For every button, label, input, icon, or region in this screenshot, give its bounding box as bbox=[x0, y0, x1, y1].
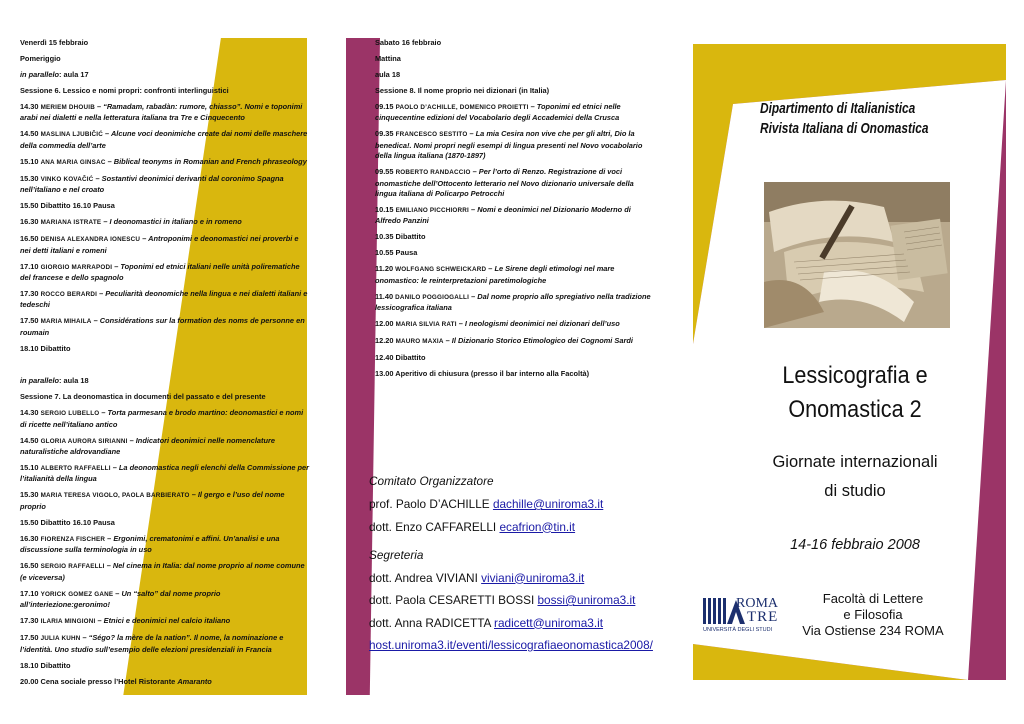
manuscripts-image bbox=[764, 182, 950, 328]
entry-text: 14.50 bbox=[20, 435, 41, 445]
event-url-link[interactable]: host.uniroma3.it/eventi/lessicografiaeonomastica2008/ bbox=[369, 638, 653, 652]
entry-text: 17.50 bbox=[20, 316, 41, 326]
manuscripts-photo bbox=[764, 182, 950, 328]
logo-roma: ROMA bbox=[736, 596, 779, 611]
entry-text: 15.10 bbox=[20, 463, 41, 473]
entry-text: in parallelo bbox=[20, 70, 60, 79]
contacts-block bbox=[369, 474, 669, 661]
contact-email-link[interactable]: ecafrion@tin.it bbox=[499, 519, 576, 534]
program-entry bbox=[20, 392, 310, 402]
program-entry bbox=[375, 70, 655, 80]
dept-italianistica: Dipartimento di Italianistica bbox=[760, 101, 916, 117]
contact-email-link[interactable]: bossi@uniroma3.it bbox=[537, 593, 636, 607]
speaker-name: DANILO POGGIOGALLI bbox=[395, 293, 470, 301]
entry-text: – Nomi e deonimici nel Dizionario Moderno di Alfredo Panzini bbox=[375, 205, 631, 226]
speaker-name: WOLFGANG SCHWEICKARD bbox=[395, 266, 487, 274]
speaker-name: FIORENZA FISCHER bbox=[40, 535, 106, 543]
entry-text: 12.20 bbox=[375, 336, 396, 346]
logo-tre: TRE bbox=[747, 609, 779, 625]
program-entry bbox=[20, 616, 310, 627]
program-entry bbox=[20, 633, 310, 655]
program-entry bbox=[20, 54, 310, 64]
program-entry bbox=[20, 262, 310, 284]
entry-text: – Considérations sur la formation des noms de personne en roumain bbox=[20, 316, 305, 337]
entry-text: – Torta parmesana e brodo martino: deonomastici e nomi di ricette nell’italiano antico bbox=[20, 408, 304, 429]
entry-text: Sessione 6. Lessico e nomi propri: confronti interlinguistici bbox=[20, 86, 229, 95]
program-entry bbox=[20, 589, 310, 611]
entry-text: 17.50 bbox=[20, 633, 41, 643]
contact-name: dott. Anna RADICETTA bbox=[369, 615, 495, 630]
entry-text: 10.55 Pausa bbox=[375, 248, 418, 258]
subtitle-line1: Giornate internazionali bbox=[772, 453, 938, 471]
entry-text: 14.30 bbox=[20, 408, 41, 418]
entry-text: – Etnici e deonimici nel calcio italiano bbox=[95, 616, 231, 626]
entry-text: Sessione 8. Il nome proprio nei dizionari (in Italia) bbox=[375, 86, 550, 95]
entry-text: : aula 17 bbox=[59, 70, 89, 79]
entry-text: 09.35 bbox=[375, 129, 396, 139]
speaker-name: MERIEM DHOUIB bbox=[40, 104, 95, 111]
entry-text: 17.30 bbox=[20, 616, 41, 626]
contact-name: prof. Paolo D’ACHILLE bbox=[369, 497, 493, 511]
program-entry bbox=[375, 102, 655, 124]
program-entry bbox=[20, 463, 310, 485]
entry-text: Mattina bbox=[375, 54, 401, 63]
entry-text: – Per l’orto di Renzo. Registrazione di voci onomastiche dell’Ottocento letterario nel Novo dizionario universale della lingua italiana di Policarpo Petrocchi bbox=[375, 167, 634, 199]
entry-text: 16.50 bbox=[20, 234, 41, 244]
entry-text: – La mia Cesira non vive che per gli altri, Dio la benedica!. Nomi propri negli esempi di lingua presenti nel Novo vocabolario della lingua italiana (1870-1897) bbox=[375, 129, 643, 161]
program-entry bbox=[20, 408, 310, 430]
entry-text: – Il gergo e l’uso del nome proprio bbox=[20, 490, 285, 511]
entry-text: 11.40 bbox=[375, 291, 396, 301]
speaker-name: FRANCESCO SESTITO bbox=[395, 131, 468, 139]
program-entry bbox=[20, 661, 310, 671]
program-entry bbox=[20, 289, 310, 311]
program-entry bbox=[20, 234, 310, 256]
entry-text: – Le Sirene degli etimologi nel mare onomastico: le reinterpretazioni paretimologiche bbox=[375, 264, 615, 285]
entry-text: – I neologismi deonimici nei dizionari dell’uso bbox=[456, 319, 620, 329]
speaker-name: SERGIO RAFFAELLI bbox=[40, 563, 105, 571]
program-entry bbox=[20, 201, 310, 211]
entry-text: 10.15 bbox=[375, 205, 396, 215]
program-entry bbox=[20, 86, 310, 96]
entry-text: 13.00 Aperitivo di chiusura (presso il bar interno alla Facoltà) bbox=[375, 369, 590, 379]
logo-universita: UNIVERSITÀ DEGLI STUDI bbox=[703, 627, 773, 633]
speaker-name: ILARIA MINGIONI bbox=[40, 618, 96, 626]
speaker-name: SERGIO LUBELLO bbox=[40, 410, 100, 418]
program-entry bbox=[375, 232, 655, 242]
contact-row bbox=[369, 571, 669, 585]
program-entry bbox=[375, 54, 655, 64]
entry-text: – Ergonimi, crematonimi e affini. Un’analisi e una discussione sulla terminologia in uso bbox=[20, 533, 280, 555]
entry-text: 17.10 bbox=[20, 261, 41, 271]
entry-text: aula 18 bbox=[375, 70, 401, 79]
entry-text: Amaranto bbox=[177, 676, 212, 686]
program-entry bbox=[20, 376, 310, 386]
entry-text: 18.10 Dibattito bbox=[20, 660, 71, 670]
entry-text: – “Ramadam, rabadàn: rumore, chiasso”. Nomi e toponimi arabi nei dialetti e nella letteratura italiana tra Tre e Cinquecento bbox=[20, 102, 303, 123]
speaker-name: VINKO KOVAČIĆ bbox=[40, 175, 94, 183]
entry-text: 12.00 bbox=[375, 319, 396, 329]
panel1-program bbox=[20, 38, 310, 693]
entry-text: – Nel cinema in Italia: dal nome proprio al nome comune (e viceversa) bbox=[20, 561, 305, 582]
panel2-program bbox=[375, 38, 655, 385]
facolta-line1: Facoltà di Lettere bbox=[822, 591, 924, 606]
entry-text: 14.30 bbox=[20, 102, 41, 111]
entry-text: 15.50 Dibattito 16.10 Pausa bbox=[20, 517, 115, 527]
program-entry bbox=[20, 174, 310, 196]
program-entry bbox=[375, 129, 655, 161]
program-entry bbox=[20, 316, 310, 338]
entry-text: 17.30 bbox=[20, 289, 41, 299]
entry-text: – Sostantivi deonimici derivanti dal coronimo Spagna nell’italiano e nel croato bbox=[20, 173, 284, 195]
facolta-address: Via Ostiense 234 ROMA bbox=[802, 623, 944, 638]
roma-tre-logo bbox=[703, 596, 783, 636]
entry-text: 16.50 bbox=[20, 561, 41, 571]
program-entry bbox=[20, 129, 310, 151]
facolta-line2: e Filosofia bbox=[843, 607, 903, 622]
event-dates: 14-16 febbraio 2008 bbox=[790, 537, 920, 553]
program-entry bbox=[375, 38, 655, 48]
entry-text: 15.30 bbox=[20, 173, 41, 183]
program-entry bbox=[375, 205, 655, 227]
entry-text: – Toponimi ed etnici italiani nelle unità polirematiche del francese e dello spagnolo bbox=[20, 261, 300, 283]
speaker-name: ROBERTO RANDACCIO bbox=[395, 169, 471, 177]
entry-text: 11.20 bbox=[375, 264, 396, 274]
speaker-name: EMILIANO PICCHIORRI bbox=[395, 207, 469, 215]
program-entry bbox=[375, 86, 655, 96]
entry-text: 15.50 Dibattito 16.10 Pausa bbox=[20, 201, 115, 211]
speaker-name: MARIANA ISTRATE bbox=[40, 219, 102, 227]
speaker-name: MAURO MAXIA bbox=[395, 338, 444, 346]
program-entry bbox=[20, 217, 310, 228]
speaker-name: ROCCO BERARDI bbox=[40, 291, 98, 299]
program-entry bbox=[20, 38, 310, 48]
program-entry bbox=[20, 677, 310, 687]
program-entry bbox=[375, 292, 655, 314]
speaker-name: MARIA TERESA VIGOLO, PAOLA BARBIERATO bbox=[40, 492, 190, 500]
entry-text: Venerdì 15 febbraio bbox=[20, 38, 89, 47]
contact-row bbox=[369, 520, 669, 534]
entry-text: – Alcune voci deonimiche create dai nomi delle maschere della commedia dell’arte bbox=[20, 129, 308, 150]
entry-text: – Antroponimi e deonomastici nei proverbi e nei detti italiani e romeni bbox=[20, 234, 299, 255]
speaker-name: MASLINA LJUBIČIĆ bbox=[40, 131, 103, 139]
entry-text: 09.15 bbox=[375, 102, 396, 111]
program-entry bbox=[20, 436, 310, 458]
title-line1: Lessicografia e bbox=[782, 362, 928, 389]
program-entry bbox=[20, 344, 310, 354]
speaker-name: MARIA SILVIA RATI bbox=[395, 321, 457, 329]
dept-rivista: Rivista Italiana di Onomastica bbox=[760, 121, 929, 137]
program-entry bbox=[20, 102, 310, 124]
entry-text: 18.10 Dibattito bbox=[20, 343, 71, 353]
entry-text: – Un “salto” dal nome proprio all’interiezione:geronimo! bbox=[20, 588, 221, 610]
entry-text: – Dal nome proprio allo spregiativo nella tradizione lessicografica italiana bbox=[375, 291, 651, 313]
program-entry bbox=[375, 264, 655, 286]
program-entry bbox=[375, 319, 655, 330]
speaker-name: YORICK GOMEZ GANE bbox=[40, 590, 114, 598]
entry-text: – La deonomastica negli elenchi della Commissione per l’italianità della lingua bbox=[20, 463, 310, 484]
entry-text: – I deonomastici in italiano e in romeno bbox=[101, 217, 242, 227]
program-entry bbox=[20, 518, 310, 528]
program-entry bbox=[375, 336, 655, 347]
program-entry bbox=[20, 70, 310, 80]
program-entry bbox=[375, 248, 655, 258]
entry-text: – Il Dizionario Storico Etimologico dei Cognomi Sardi bbox=[443, 336, 633, 346]
speaker-name: MARIA MIHAILA bbox=[40, 318, 92, 326]
speaker-name: ANA MARIA GINSAC bbox=[40, 158, 106, 166]
segreteria-heading: Segreteria bbox=[369, 547, 424, 562]
contact-email-link[interactable]: viviani@uniroma3.it bbox=[481, 570, 585, 585]
subtitle-line2: di studio bbox=[824, 482, 886, 500]
speaker-name: JULIA KUHN bbox=[40, 635, 81, 643]
entry-text: – Biblical teonyms in Romanian and French phraseology bbox=[105, 156, 307, 166]
program-entry bbox=[375, 167, 655, 199]
entry-text: : aula 18 bbox=[59, 376, 89, 386]
speaker-name: GIORGIO MARRAPODI bbox=[40, 263, 113, 271]
entry-text: – Indicatori deonimici nelle nomenclature naturalistiche aldrovandiane bbox=[20, 435, 275, 457]
entry-text: Sessione 7. La deonomastica in documenti del passato e del presente bbox=[20, 392, 266, 402]
contact-email-link[interactable]: radicett@uniroma3.it bbox=[494, 615, 604, 630]
program-entry bbox=[20, 490, 310, 512]
program-entry bbox=[375, 369, 655, 379]
contact-row bbox=[369, 497, 669, 511]
entry-text: in parallelo bbox=[20, 376, 60, 386]
entry-text: Sabato 16 febbraio bbox=[375, 38, 442, 47]
speaker-name: ALBERTO RAFFAELLI bbox=[40, 465, 111, 473]
speaker-name: DENISA ALEXANDRA IONESCU bbox=[40, 236, 141, 244]
entry-text: – Toponimi ed etnici nelle cinquecentine edizioni del Vocabolario degli Accademici della Crusca bbox=[375, 102, 621, 123]
title-line2: Onomastica 2 bbox=[788, 396, 922, 423]
entry-text: 10.35 Dibattito bbox=[375, 232, 426, 242]
program-entry bbox=[20, 157, 310, 168]
entry-text: 15.30 bbox=[20, 490, 41, 500]
contact-row bbox=[369, 616, 669, 630]
program-entry bbox=[20, 534, 310, 556]
entry-text: 17.10 bbox=[20, 588, 41, 598]
entry-text: 16.30 bbox=[20, 533, 41, 543]
entry-text: 16.30 bbox=[20, 217, 41, 227]
entry-text: 14.50 bbox=[20, 129, 41, 139]
comitato-heading: Comitato Organizzatore bbox=[369, 474, 494, 488]
facolta-block bbox=[778, 591, 968, 639]
entry-text: Pomeriggio bbox=[20, 54, 61, 63]
entry-text: – Peculiarità deonomiche nella lingua e nei dialetti italiani e tedeschi bbox=[20, 289, 308, 310]
speaker-name: PAOLO D’ACHILLE, DOMENICO PROIETTI bbox=[395, 104, 529, 111]
contact-name: dott. Andrea VIVIANI bbox=[369, 570, 482, 585]
program-entry bbox=[20, 561, 310, 583]
contact-name: dott. Paola CESARETTI BOSSI bbox=[369, 593, 538, 607]
contact-email-link[interactable]: dachille@uniroma3.it bbox=[492, 497, 604, 511]
entry-text: 12.40 Dibattito bbox=[375, 353, 426, 363]
program-entry bbox=[375, 353, 655, 363]
entry-text: 20.00 Cena sociale presso l’Hotel Ristorante bbox=[20, 676, 178, 686]
contact-name: dott. Enzo CAFFARELLI bbox=[369, 519, 500, 534]
entry-text: – “Ségo? la mère de la nation”. Il nome, la nominazione e l’identità. Uno studio sull’esempio delle elezioni presidenziali in Francia bbox=[20, 633, 284, 654]
speaker-name: GLORIA AURORA SIRIANNI bbox=[40, 437, 128, 445]
contact-row bbox=[369, 593, 669, 607]
entry-text: 15.10 bbox=[20, 156, 41, 166]
entry-text: 09.55 bbox=[375, 167, 396, 177]
